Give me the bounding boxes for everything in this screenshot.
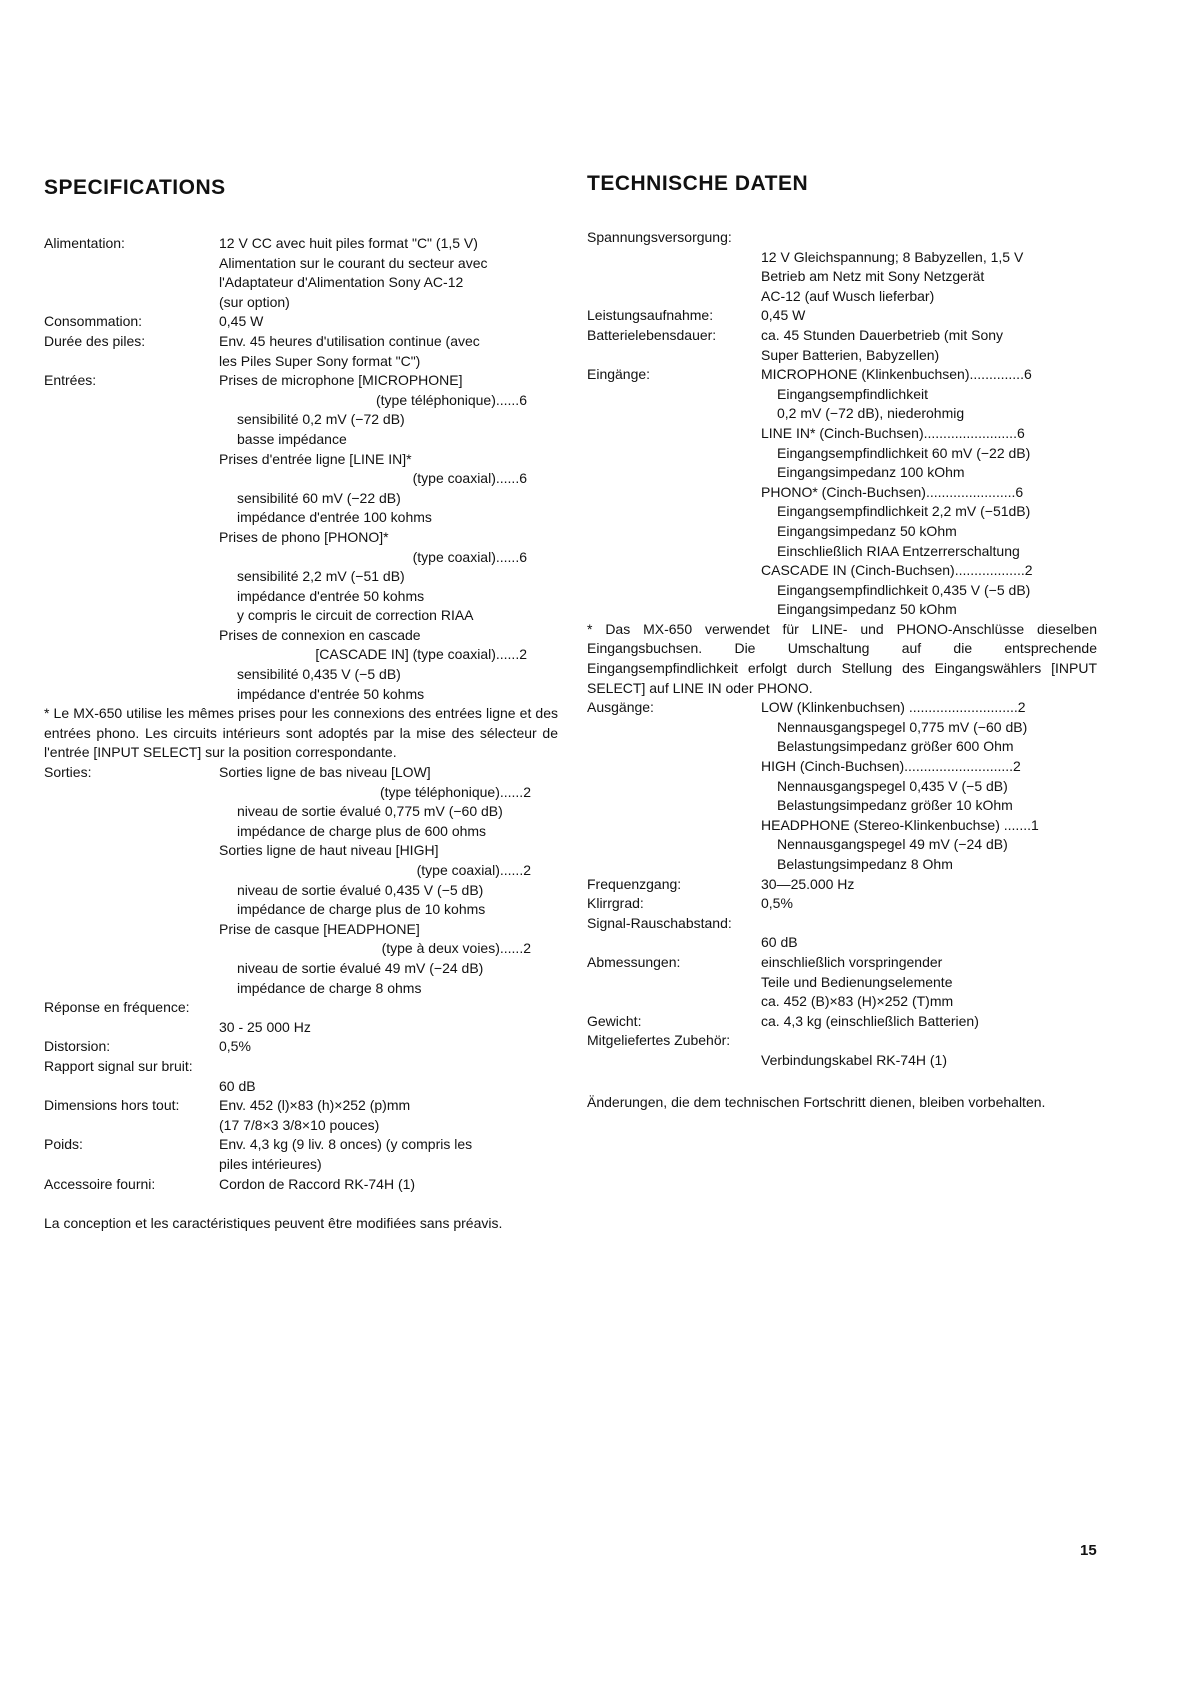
spec-spannung: Spannungsversorgung: 12 V Gleichspannung; 8 Babyzellen, 1,5 V Betrieb am Netz mit Sony Netzgerät AC-12 (auf Wusch lieferbar)	[587, 229, 1024, 304]
spec-distorsion: Distorsion: 0,5%	[44, 1038, 251, 1055]
closing-note-de: Änderungen, die dem technischen Fortschritt dienen, bleiben vorbehalten.	[587, 1093, 1046, 1110]
spec-sorties: Sorties: Sorties ligne de bas niveau [LOW] (type téléphonique)......2 niveau de sortie évalué 0,775 mV (−60 dB) impédance de charge plus de 600 ohms Sorties ligne de haut niveau [HIGH] (type coaxial)......2 niveau de sortie évalué 0,435 V (−5 dB) impédance de charge plus de 10 kohms Prise de casque [HEADPHONE] (type à deux voies)......2 niveau de sortie évalué 49 mV (−24 dB) impédance de charge 8 ohms	[44, 764, 531, 996]
closing-note-fr: La conception et les caractéristiques peuvent être modifiées sans préavis.	[44, 1215, 503, 1232]
spec-leistung: Leistungsaufnahme: 0,45 W	[587, 307, 806, 324]
spec-eingaenge: Eingänge: MICROPHONE (Klinkenbuchsen)..............6 Eingangsempfindlichkeit 0,2 mV (−72 dB), niederohmig LINE IN* (Cinch-Buchsen)........................6 Eingangsempfindlichkeit 60 mV (−22 dB) Eingangsimpedanz 100 kOhm PHONO* (Cinch-Buchsen).......................6 Eingangsempfindlichkeit 2,2 mV (−51dB) Eingangsimpedanz 50 kOhm Einschließlich RIAA Entzerrerschaltung CASCADE IN (Cinch-Buchsen)..................2 Eingangsempfindlichkeit 0,435 V (−5 dB) Eingangsimpedanz 50 kOhm	[587, 366, 1033, 618]
spec-dimensions: Dimensions hors tout: Env. 452 (l)×83 (h)×252 (p)mm (17 7/8×3 3/8×10 pouces)	[44, 1097, 411, 1133]
spec-entrees: Entrées: Prises de microphone [MICROPHONE] (type téléphonique)......6 sensibilité 0,2 mV (−72 dB) basse impédance Prises d'entrée ligne [LINE IN]* (type coaxial)......6 sensibilité 60 mV (−22 dB) impédance d'entrée 100 kohms Prises de phono [PHONO]* (type coaxial)......6 sensibilité 2,2 mV (−51 dB) impédance d'entrée 50 kohms y compris le circuit de correction RIAA Prises de connexion en cascade [CASCADE IN] (type coaxial)......2 sensibilité 0,435 V (−5 dB) impédance d'entrée 50 kohms	[44, 372, 527, 702]
spec-abmessungen: Abmessungen: einschließlich vorspringender Teile und Bedienungselemente ca. 452 (B)×83 (H)×252 (T)mm	[587, 953, 954, 1010]
page-number: 15	[1080, 1542, 1097, 1559]
spec-ausgaenge: Ausgänge: LOW (Klinkenbuchsen) ............................2 Nennausgangspegel 0,775 mV (−60 dB) Belastungsimpedanz größer 600 Ohm HIGH (Cinch-Buchsen)............................2 Nennausgangspegel 0,435 V (−5 dB) Belastungsimpedanz größer 10 kOhm HEADPHONE (Stereo-Klinkenbuchse) .......1 Nennausgangspegel 49 mV (−24 dB) Belastungsimpedanz 8 Ohm	[587, 699, 1039, 872]
spec-reponse: Réponse en fréquence: 30 - 25 000 Hz	[44, 999, 311, 1035]
section-title-fr: SPECIFICATIONS	[44, 176, 226, 199]
spec-alimentation: Alimentation: 12 V CC avec huit piles format "C" (1,5 V) Alimentation sur le courant du secteur avec l'Adaptateur d'Alimentation Sony AC-12 (sur option)	[44, 235, 488, 310]
input-footnote-fr: * Le MX-650 utilise les mêmes prises pour les connexions des entrées ligne et des entrées phono. Les circuits intérieurs sont adoptés par la mise des sélecteur de l'entrée [INPUT SELECT] sur la position correspondante.	[44, 705, 558, 761]
input-footnote-de: * Das MX-650 verwendet für LINE- und PHONO-Anschlüsse dieselben Eingangsbuchsen. Die Umschaltung auf die entsprechende Eingangsempfindlichkeit erfolgt durch Stellung des Eingangswählers [INPUT SELECT] auf LINE IN oder PHONO.	[587, 620, 1097, 696]
spec-zubehoer: Mitgeliefertes Zubehör: Verbindungskabel RK-74H (1)	[587, 1032, 947, 1068]
spec-accessoire: Accessoire fourni: Cordon de Raccord RK-74H (1)	[44, 1175, 416, 1192]
section-title-de: TECHNISCHE DATEN	[587, 172, 809, 195]
spec-consommation: Consommation: 0,45 W	[44, 313, 264, 330]
spec-klirr: Klirrgrad: 0,5%	[587, 895, 793, 912]
spec-rapport: Rapport signal sur bruit: 60 dB	[44, 1057, 256, 1094]
spec-poids: Poids: Env. 4,3 kg (9 liv. 8 onces) (y compris les piles intérieures)	[44, 1136, 473, 1172]
spec-list-de	[587, 228, 1097, 1112]
spec-duree: Durée des piles: Env. 45 heures d'utilisation continue (avec les Piles Super Sony format "C")	[44, 332, 480, 369]
specifications-column-de	[587, 160, 1097, 1112]
spec-frequenz: Frequenzgang: 30—25.000 Hz	[587, 875, 855, 892]
spec-list-fr	[44, 234, 558, 1234]
specifications-column-fr	[44, 160, 558, 1234]
spec-signal: Signal-Rauschabstand: 60 dB	[587, 914, 798, 951]
spec-batterie: Batterielebensdauer: ca. 45 Stunden Dauerbetrieb (mit Sony Super Batterien, Babyzellen)	[587, 326, 1004, 363]
spec-gewicht: Gewicht: ca. 4,3 kg (einschließlich Batterien)	[587, 1012, 979, 1029]
